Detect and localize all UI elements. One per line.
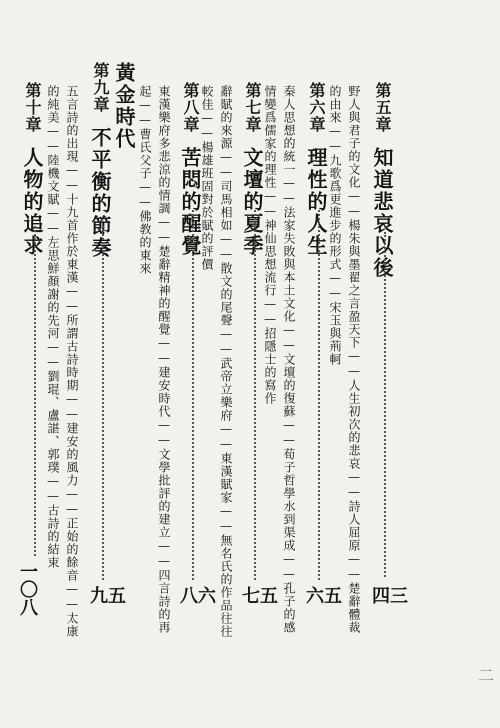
chapter-10-title: 人物的追求 [20, 147, 44, 257]
chapter-10-leader-dots [34, 226, 36, 556]
chapter-7-heading [242, 82, 262, 257]
chapter-6-heading [306, 82, 326, 257]
chapter-9-title: 不平衡的節奏 [88, 127, 112, 259]
chapter-9-leader-dots [102, 226, 104, 580]
chapter-8-title: 苦悶的醒覺 [178, 147, 202, 257]
chapter-7-number: 第七章 [243, 82, 262, 133]
chapter-5-page: 四三 [372, 586, 408, 607]
chapter-5-title: 知道悲哀以後 [370, 147, 394, 279]
chapter-8-leader-dots [192, 210, 194, 580]
chapter-9-number: 第九章 [91, 62, 110, 113]
chapter-10-page: 一〇八 [17, 562, 38, 616]
chapter-5-subtopics-line-2: 的由來——九歌爲更進步的形式——宋玉與荊軻 [328, 85, 342, 366]
chapter-9-page: 九五 [90, 586, 126, 607]
chapter-6-title: 理性的人生 [304, 147, 328, 257]
chapter-8-page: 八六 [180, 586, 216, 607]
chapter-5-leader-dots [384, 232, 386, 577]
chapter-7-subtopics-line-2: 較佳——楊雄班固對於賦的評價 [200, 85, 214, 271]
chapter-9-subtopics-line-1: 五言詩的出現——十九首作於東漢——所謂古詩時期——建安的風力——正始的餘音——太康 [65, 85, 79, 638]
part-title: 黃金時代 [112, 62, 136, 150]
chapter-6-page: 六五 [306, 586, 342, 607]
chapter-8-subtopics-line-1: 東漢樂府多悲涼的情調——楚辭精神的醒覺——建安時代——文學批評的建立——四言詩的再 [157, 85, 171, 634]
chapter-6-leader-dots [318, 210, 320, 580]
chapter-9-subtopics-line-2: 的純美——陸機文賦——左思鮮顏謝的先河——劉琨、盧諶、郭璞——古詩的結束 [46, 85, 60, 569]
chapter-6-subtopics-line-2: 情變爲儒家的理性——神仙思想流行——招隱士的寫作 [263, 85, 277, 405]
chapter-6-number: 第六章 [307, 82, 326, 133]
chapter-5-heading [372, 82, 392, 279]
chapter-5-subtopics-line-1: 野人與君子的文化——楊朱與墨翟之言盈天下——人生初次的悲哀——詩人屈原——楚辭體裁 [347, 85, 361, 634]
chapter-7-leader-dots [254, 210, 256, 580]
chapter-8-heading [180, 82, 200, 257]
chapter-10-heading [22, 82, 42, 257]
sheet-number: 二 [477, 666, 494, 685]
chapter-7-title: 文壇的夏季 [240, 147, 264, 257]
chapter-7-subtopics-line-1: 辭賦的來源——司馬相如——散文的尾聲——武帝立樂府——東漢賦家——無名氏的作品往往 [219, 85, 233, 638]
chapter-5-number: 第五章 [373, 82, 392, 133]
chapter-10-number: 第十章 [23, 82, 42, 133]
chapter-8-subtopics-line-2: 起——曹氏父子——佛教的東來 [138, 85, 152, 275]
chapter-6-subtopics-line-1: 秦人思想的統一——法家失敗與本土文化——文壇的復蘇——荀子哲學水到渠成——孔子的感 [282, 85, 296, 634]
chapter-9-heading [90, 62, 110, 259]
chapter-7-page: 七五 [242, 586, 278, 607]
chapter-8-number: 第八章 [181, 82, 200, 133]
